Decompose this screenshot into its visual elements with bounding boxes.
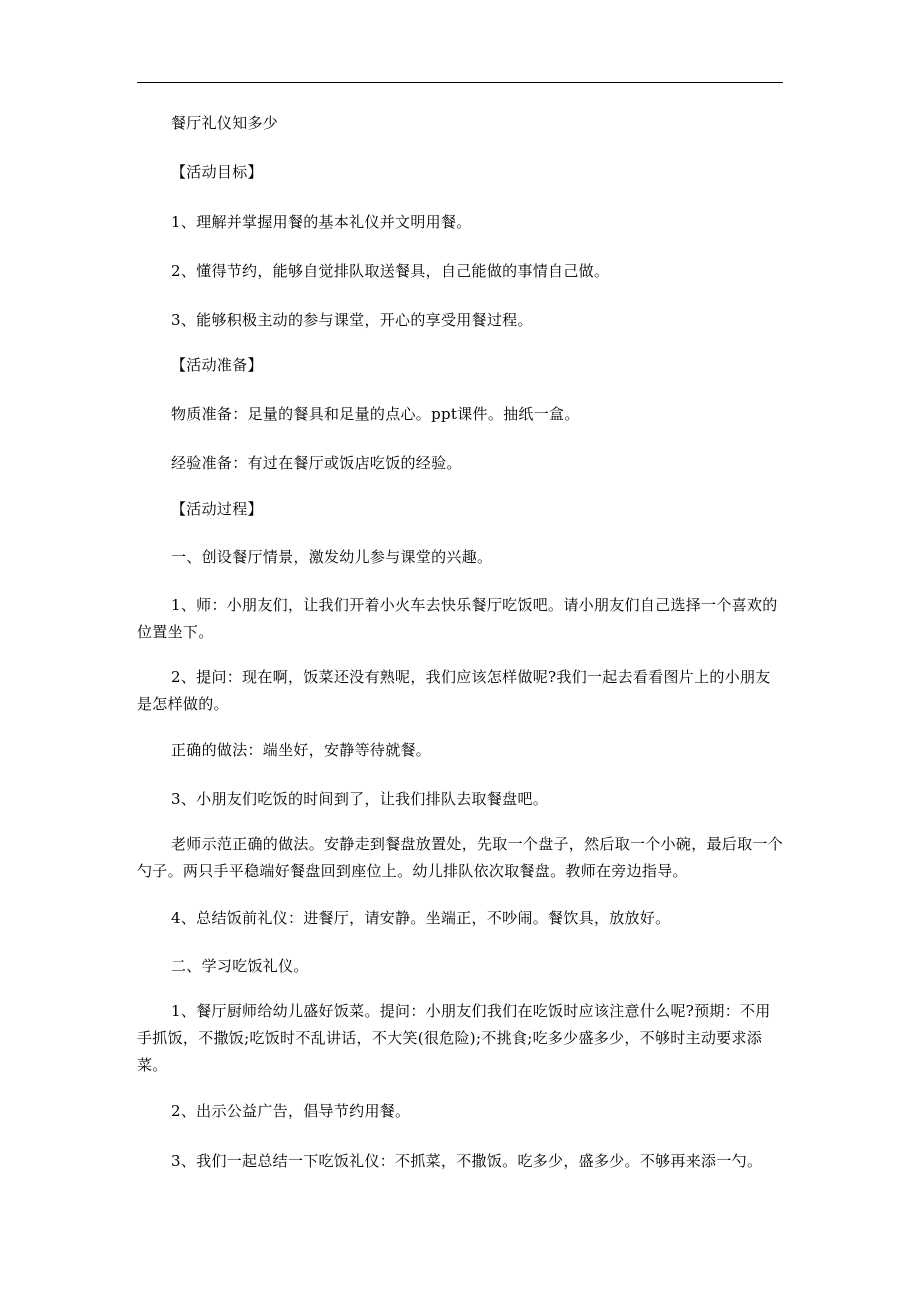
document-title: 餐厅礼仪知多少 (171, 114, 279, 132)
paragraph: 2、懂得节约，能够自觉排队取送餐具，自己能做的事情自己做。 (171, 262, 610, 280)
paragraph: 3、我们一起总结一下吃饭礼仪：不抓菜，不撒饭。吃多少，盛多少。不够再来添一勺。 (171, 1152, 763, 1170)
paragraph: 1、理解并掌握用餐的基本礼仪并文明用餐。 (171, 213, 472, 231)
paragraph: 正确的做法：端坐好，安静等待就餐。 (171, 741, 432, 759)
paragraph: 2、出示公益广告，倡导节约用餐。 (171, 1102, 411, 1120)
section-heading-preparation: 【活动准备】 (171, 356, 263, 374)
paragraph: 一、创设餐厅情景，激发幼儿参与课堂的兴趣。 (171, 548, 493, 566)
paragraph: 1、师：小朋友们，让我们开着小火车去快乐餐厅吃饭吧。请小朋友们自己选择一个喜欢的位置坐下。 (137, 596, 778, 641)
paragraph: 3、小朋友们吃饭的时间到了，让我们排队去取餐盘吧。 (171, 790, 549, 808)
paragraph: 1、餐厅厨师给幼儿盛好饭菜。提问：小朋友们我们在吃饭时应该注意什么呢?预期：不用手抓饭，不撒饭;吃饭时不乱讲话，不大笑(很危险);不挑食;吃多少盛多少，不够时主动要求添菜。 (137, 1002, 771, 1074)
header-rule (137, 82, 783, 83)
paragraph: 经验准备：有过在餐厅或饭店吃饭的经验。 (171, 454, 462, 472)
section-heading-goals: 【活动目标】 (171, 163, 263, 181)
paragraph: 二、学习吃饭礼仪。 (171, 957, 309, 975)
paragraph: 4、总结饭前礼仪：进餐厅，请安静。坐端正，不吵闹。餐饮具，放放好。 (171, 909, 671, 927)
section-heading-process: 【活动过程】 (171, 500, 263, 518)
paragraph: 老师示范正确的做法。安静走到餐盘放置处，先取一个盘子，然后取一个小碗，最后取一个勺子。两只手平稳端好餐盘回到座位上。幼儿排队依次取餐盘。教师在旁边指导。 (137, 835, 784, 880)
paragraph: 物质准备：足量的餐具和足量的点心。ppt课件。抽纸一盒。 (171, 405, 580, 423)
paragraph: 2、提问：现在啊，饭菜还没有熟呢，我们应该怎样做呢?我们一起去看看图片上的小朋友是怎样做的。 (137, 668, 771, 713)
paragraph: 3、能够积极主动的参与课堂，开心的享受用餐过程。 (171, 311, 533, 329)
